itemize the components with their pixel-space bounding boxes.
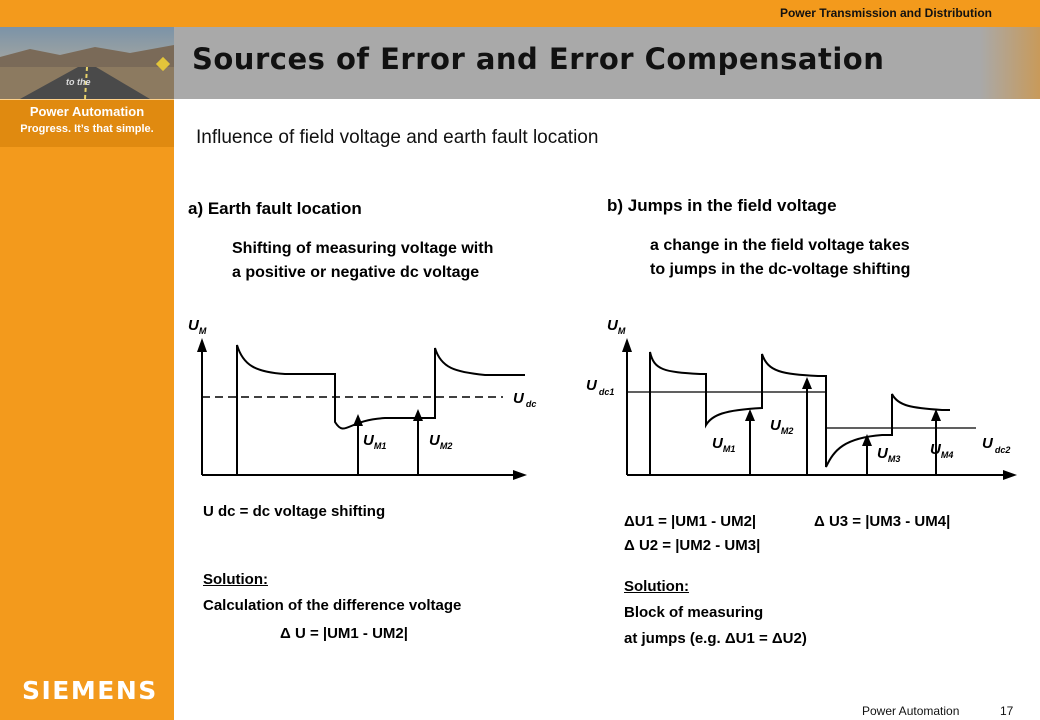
page-title: Sources of Error and Error Compensation: [192, 42, 885, 76]
brand-title: Power Automation: [29, 104, 145, 119]
diagram-a-udc-label: U $_{dc}$: [513, 390, 537, 409]
section-a-desc-line1: Shifting of measuring voltage with: [232, 240, 494, 257]
section-a-solution-label: Solution:: [203, 571, 268, 588]
section-a-desc-line2: a positive or negative dc voltage: [232, 264, 480, 281]
section-a-solution-text: Calculation of the difference voltage: [203, 597, 462, 614]
section-b-solution-line2: at jumps (e.g. ΔU1 = ΔU2): [624, 630, 807, 647]
header-fade: [980, 27, 1040, 99]
diagram-b-um4-label: $U_{M4}$: [930, 441, 954, 460]
section-b-heading: b) Jumps in the field voltage: [607, 196, 837, 215]
diagram-a-waveform: [237, 345, 525, 475]
diagram-b-um1-label: $U_{M1}$: [712, 435, 736, 454]
section-b-desc: [650, 234, 910, 282]
section-a-heading: a) Earth fault location: [188, 199, 362, 218]
section-b-desc-line1: a change in the field voltage takes: [650, 237, 910, 254]
footer-label: Power Automation: [862, 704, 960, 718]
page-subtitle: Influence of field voltage and earth fault location: [196, 127, 599, 148]
section-b-solution-label: Solution:: [624, 578, 689, 595]
diagram-b-udc1-label: U $_{dc1}$: [586, 377, 615, 397]
section-a-desc: [232, 237, 493, 285]
diagram-b-udc2-label: U $_{dc2}$: [982, 435, 1011, 455]
page-number: 17: [1000, 704, 1014, 718]
section-b-solution-line1: Block of measuring: [624, 604, 764, 621]
siemens-logo: SIEMENS: [22, 676, 158, 705]
section-b-formula1: ΔU1 = |UM1 - UM2|: [624, 513, 757, 530]
road-image: [0, 27, 174, 99]
brand-tagline: Progress. It’s that simple.: [20, 123, 154, 135]
diagram-b-waveform: [650, 352, 950, 475]
diagram-a-x-arrow: [513, 470, 527, 480]
section-b-formula3: Δ U2 = |UM2 - UM3|: [624, 537, 761, 554]
diagram-a-um2-label: $U_{M2}$: [429, 432, 453, 451]
diagram-a-y-arrow: [197, 338, 207, 352]
section-a-legend: U dc = dc voltage shifting: [203, 503, 386, 520]
diagram-a-um-label: $U_M$: [188, 317, 207, 336]
diagram-a-um1-label: $U_{M1}$: [363, 432, 387, 451]
section-b-formula2: Δ U3 = |UM3 - UM4|: [814, 513, 951, 530]
diagram-b-um2-label: $U_{M2}$: [770, 417, 794, 436]
section-a-formula: Δ U = |UM1 - UM2|: [280, 625, 408, 642]
diagram-b: [582, 310, 1022, 490]
diagram-a: [185, 310, 545, 490]
diagram-b-um-label: $U_M$: [607, 317, 626, 336]
svg-text:to the: to the: [66, 77, 91, 87]
department-label: Power Transmission and Distribution: [779, 6, 992, 20]
section-b-desc-line2: to jumps in the dc-voltage shifting: [650, 261, 911, 278]
diagram-b-um3-label: $U_{M3}$: [877, 445, 901, 464]
